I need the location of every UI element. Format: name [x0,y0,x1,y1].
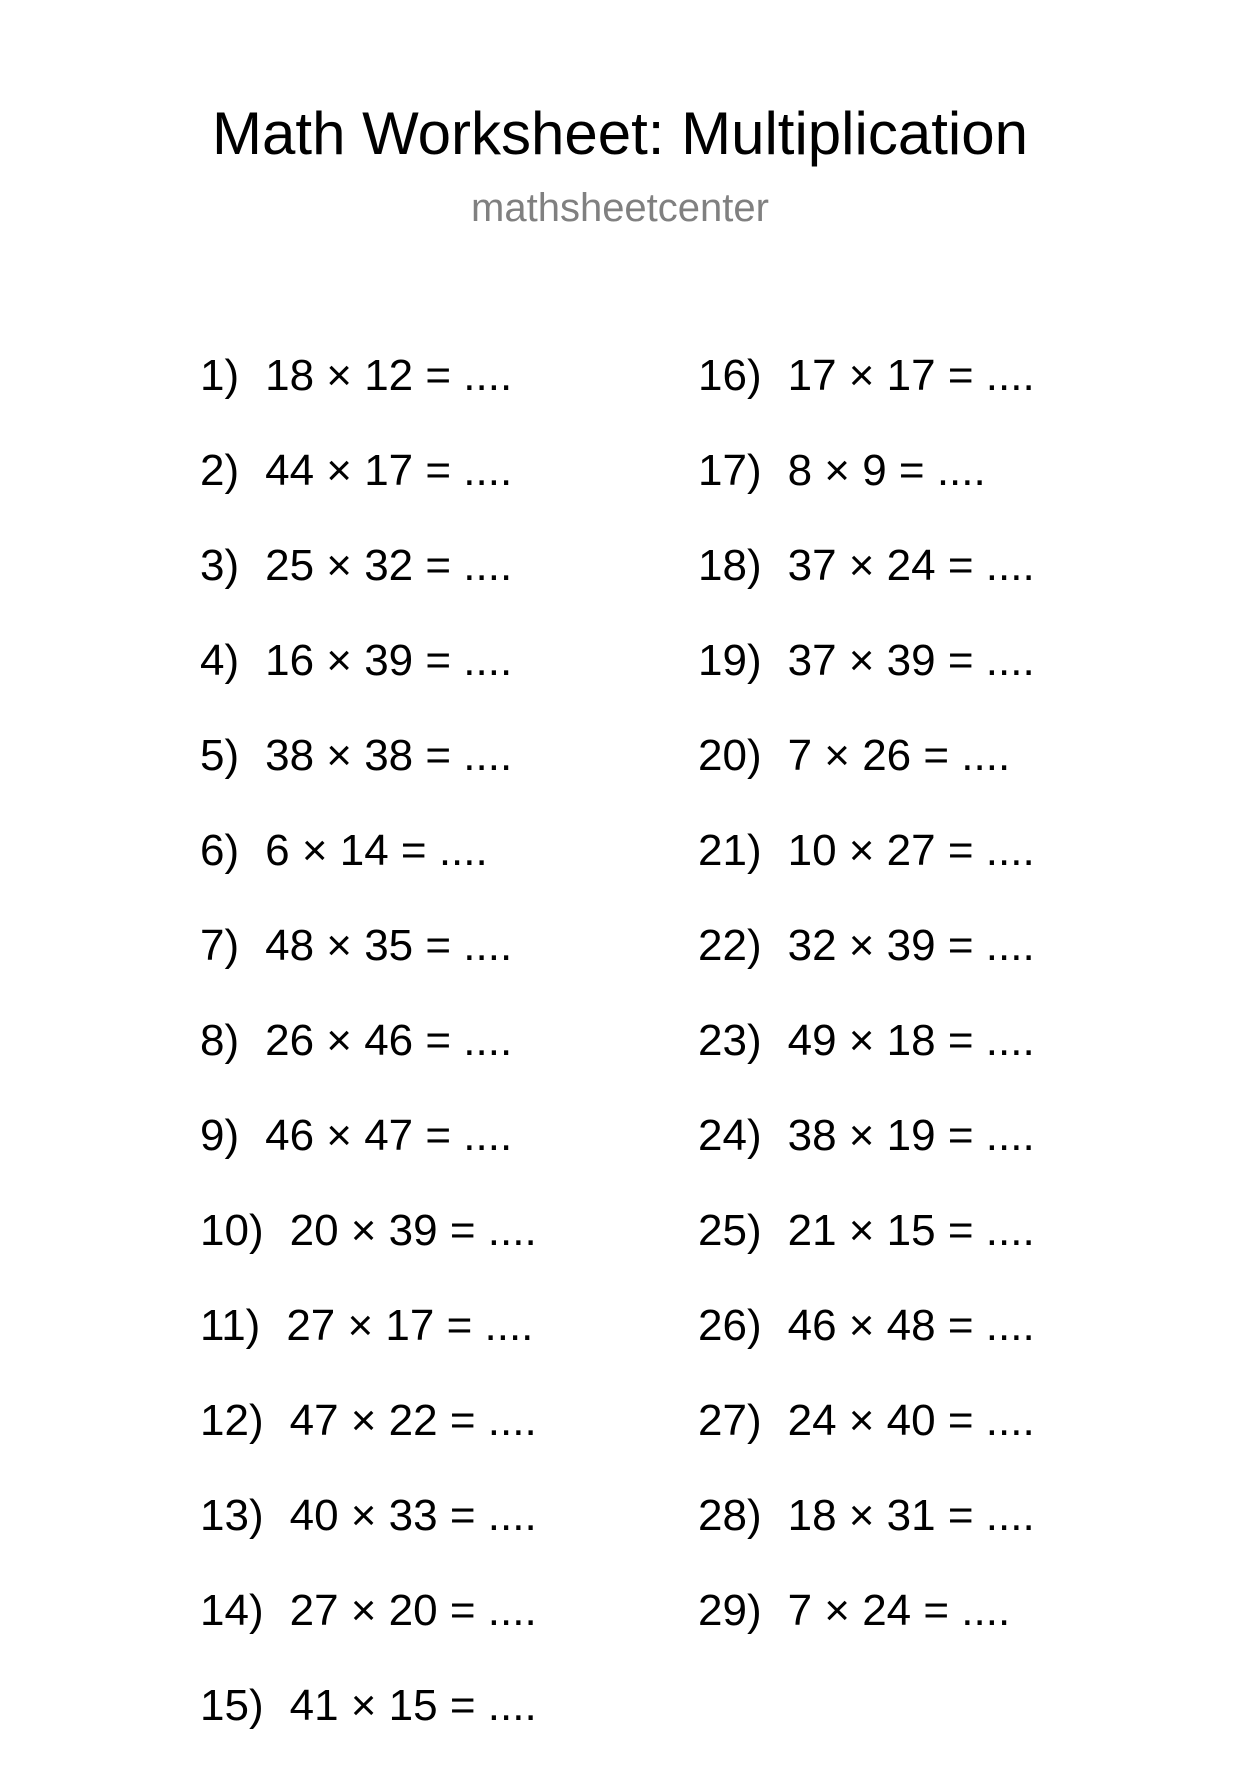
problem-number: 6) [200,826,240,875]
problem-item [698,1490,1035,1585]
problem-number: 26) [698,1301,762,1350]
problem-number: 17) [698,446,762,495]
problem-item [698,1015,1035,1110]
problem-number: 29) [698,1586,762,1635]
problem-item [200,445,537,540]
problem-number: 5) [200,731,240,780]
problem-item [200,1585,537,1680]
problem-item [698,540,1035,635]
problem-expression: 40 × 33 = .... [289,1491,537,1540]
problem-item [698,1110,1035,1205]
problem-expression: 26 × 46 = .... [265,1016,513,1065]
problem-number: 25) [698,1206,762,1255]
problem-expression: 8 × 9 = .... [787,446,986,495]
problem-item [698,1395,1035,1490]
problem-number: 7) [200,921,240,970]
problem-item [200,1490,537,1585]
problem-number: 13) [200,1491,264,1540]
problem-expression: 32 × 39 = .... [787,921,1035,970]
problem-item [200,1395,537,1490]
problem-number: 2) [200,446,240,495]
problem-expression: 37 × 24 = .... [787,541,1035,590]
problem-number: 4) [200,636,240,685]
problem-item [200,1680,537,1775]
problem-number: 9) [200,1111,240,1160]
worksheet-title: Math Worksheet: Multiplication [212,100,1028,167]
problem-number: 1) [200,351,240,400]
problem-expression: 21 × 15 = .... [787,1206,1035,1255]
problem-item [698,920,1035,1015]
problem-item [200,1300,537,1395]
problem-expression: 48 × 35 = .... [265,921,513,970]
problem-expression: 7 × 26 = .... [787,731,1011,780]
problem-expression: 27 × 17 = .... [286,1301,534,1350]
problem-expression: 38 × 19 = .... [787,1111,1035,1160]
problem-expression: 20 × 39 = .... [289,1206,537,1255]
problem-expression: 46 × 47 = .... [265,1111,513,1160]
problem-expression: 38 × 38 = .... [265,731,513,780]
problem-expression: 25 × 32 = .... [265,541,513,590]
problem-expression: 41 × 15 = .... [289,1681,537,1730]
worksheet-subtitle: mathsheetcenter [471,186,769,230]
problem-item [698,445,1035,540]
problem-number: 28) [698,1491,762,1540]
problem-number: 24) [698,1111,762,1160]
problem-number: 18) [698,541,762,590]
problem-expression: 18 × 31 = .... [787,1491,1035,1540]
problem-number: 16) [698,351,762,400]
problem-number: 10) [200,1206,264,1255]
problem-expression: 10 × 27 = .... [787,826,1035,875]
problem-item [698,635,1035,730]
problem-item [200,825,537,920]
problem-expression: 46 × 48 = .... [787,1301,1035,1350]
problem-expression: 16 × 39 = .... [265,636,513,685]
problem-number: 12) [200,1396,264,1445]
problem-expression: 47 × 22 = .... [289,1396,537,1445]
problem-expression: 44 × 17 = .... [265,446,513,495]
problem-item [698,350,1035,445]
problem-expression: 18 × 12 = .... [265,351,513,400]
problem-expression: 37 × 39 = .... [787,636,1035,685]
problem-item [200,350,537,445]
problem-item [200,1205,537,1300]
problem-expression: 27 × 20 = .... [289,1586,537,1635]
problem-item [698,1205,1035,1300]
problem-expression: 24 × 40 = .... [787,1396,1035,1445]
problem-number: 21) [698,826,762,875]
problem-number: 22) [698,921,762,970]
problem-item [200,1110,537,1205]
problem-item [698,1300,1035,1395]
problem-number: 20) [698,731,762,780]
problem-item [200,730,537,825]
problem-column-right [698,350,1035,1680]
problem-expression: 17 × 17 = .... [787,351,1035,400]
problem-item [698,1585,1035,1680]
problem-item [200,920,537,1015]
problem-item [200,1015,537,1110]
problem-expression: 49 × 18 = .... [787,1016,1035,1065]
problem-number: 11) [200,1301,261,1350]
problem-expression: 6 × 14 = .... [265,826,488,875]
problem-expression: 7 × 24 = .... [787,1586,1011,1635]
problem-item [200,635,537,730]
problem-item [698,825,1035,920]
problem-item [698,730,1035,825]
problem-number: 15) [200,1681,264,1730]
problem-number: 8) [200,1016,240,1065]
problem-number: 19) [698,636,762,685]
problem-item [200,540,537,635]
problem-number: 3) [200,541,240,590]
problem-number: 14) [200,1586,264,1635]
problem-number: 27) [698,1396,762,1445]
problem-number: 23) [698,1016,762,1065]
problem-column-left [200,350,537,1775]
